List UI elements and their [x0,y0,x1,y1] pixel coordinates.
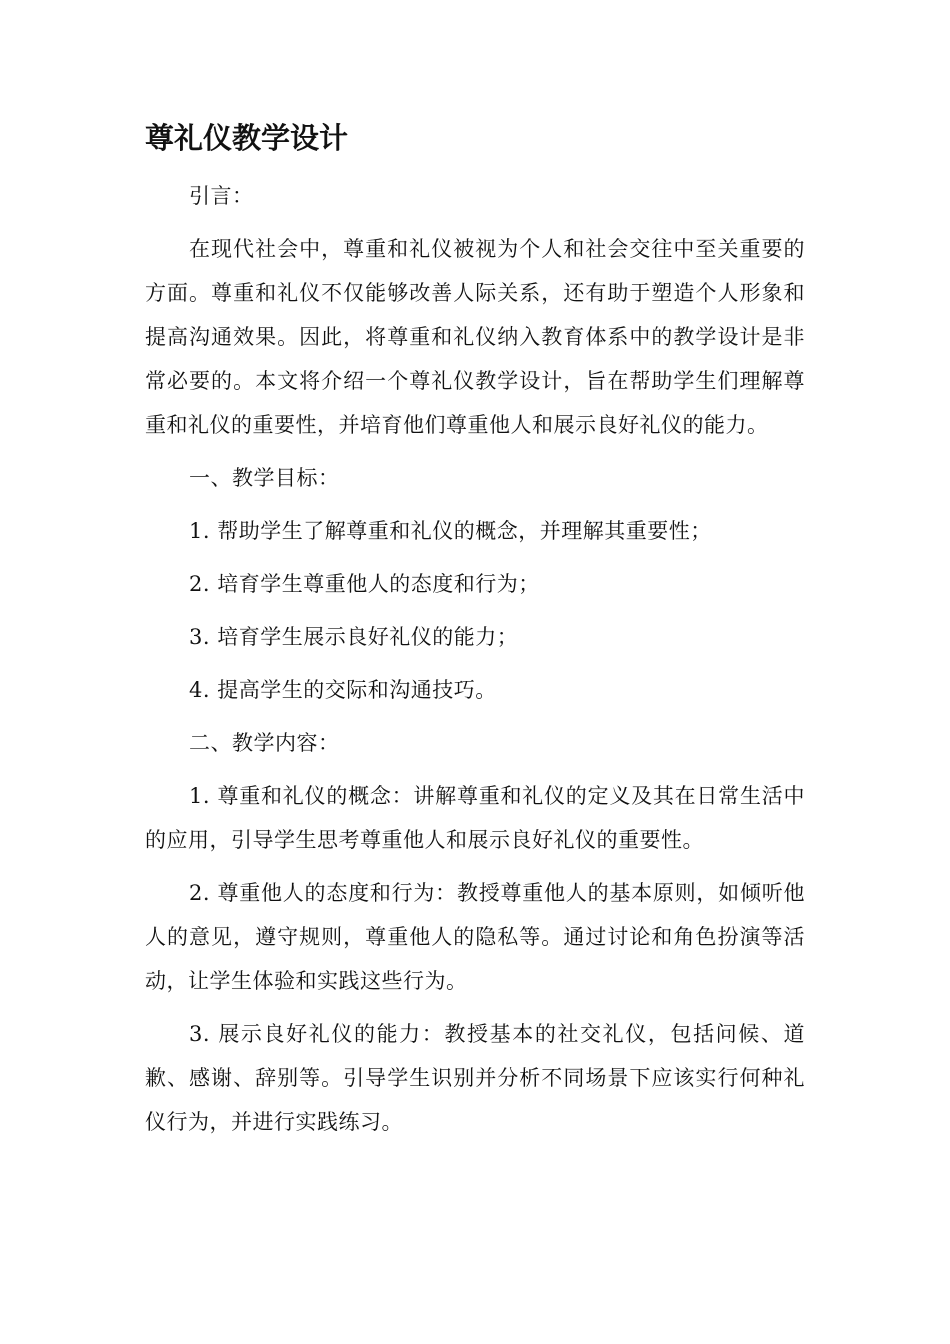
content-item: 3. 展示良好礼仪的能力：教授基本的社交礼仪，包括问候、道歉、感谢、辞别等。引导学生识别并分析不同场景下应该实行何种礼仪行为，并进行实践练习。 [145,1022,805,1134]
intro-heading: 引言： [189,184,254,208]
intro-paragraph: 在现代社会中，尊重和礼仪被视为个人和社会交往中至关重要的方面。尊重和礼仪不仅能够改善人际关系，还有助于塑造个人形象和提高沟通效果。因此，将尊重和礼仪纳入教育体系中的教学设计是非常必要的。本文将介绍一个尊礼仪教学设计，旨在帮助学生们理解尊重和礼仪的重要性，并培育他们尊重他人和展示良好礼仪的能力。 [145,237,805,437]
content-item: 1. 尊重和礼仪的概念：讲解尊重和礼仪的定义及其在日常生活中的应用，引导学生思考尊重他人和展示良好礼仪的重要性。 [145,784,805,852]
section-heading-objectives: 一、教学目标： [189,466,340,490]
objective-item: 2. 培育学生尊重他人的态度和行为； [189,572,540,596]
content-item: 2. 尊重他人的态度和行为：教授尊重他人的基本原则，如倾听他人的意见，遵守规则，尊重他人的隐私等。通过讨论和角色扮演等活动，让学生体验和实践这些行为。 [145,881,805,993]
objective-item: 4. 提高学生的交际和沟通技巧。 [189,678,497,702]
section-heading-contents: 二、教学内容： [189,731,340,755]
document-title: 尊礼仪教学设计 [145,121,349,155]
objective-item: 1. 帮助学生了解尊重和礼仪的概念，并理解其重要性； [189,519,712,543]
document-body [145,118,805,1153]
objective-item: 3. 培育学生展示良好礼仪的能力； [189,625,519,649]
